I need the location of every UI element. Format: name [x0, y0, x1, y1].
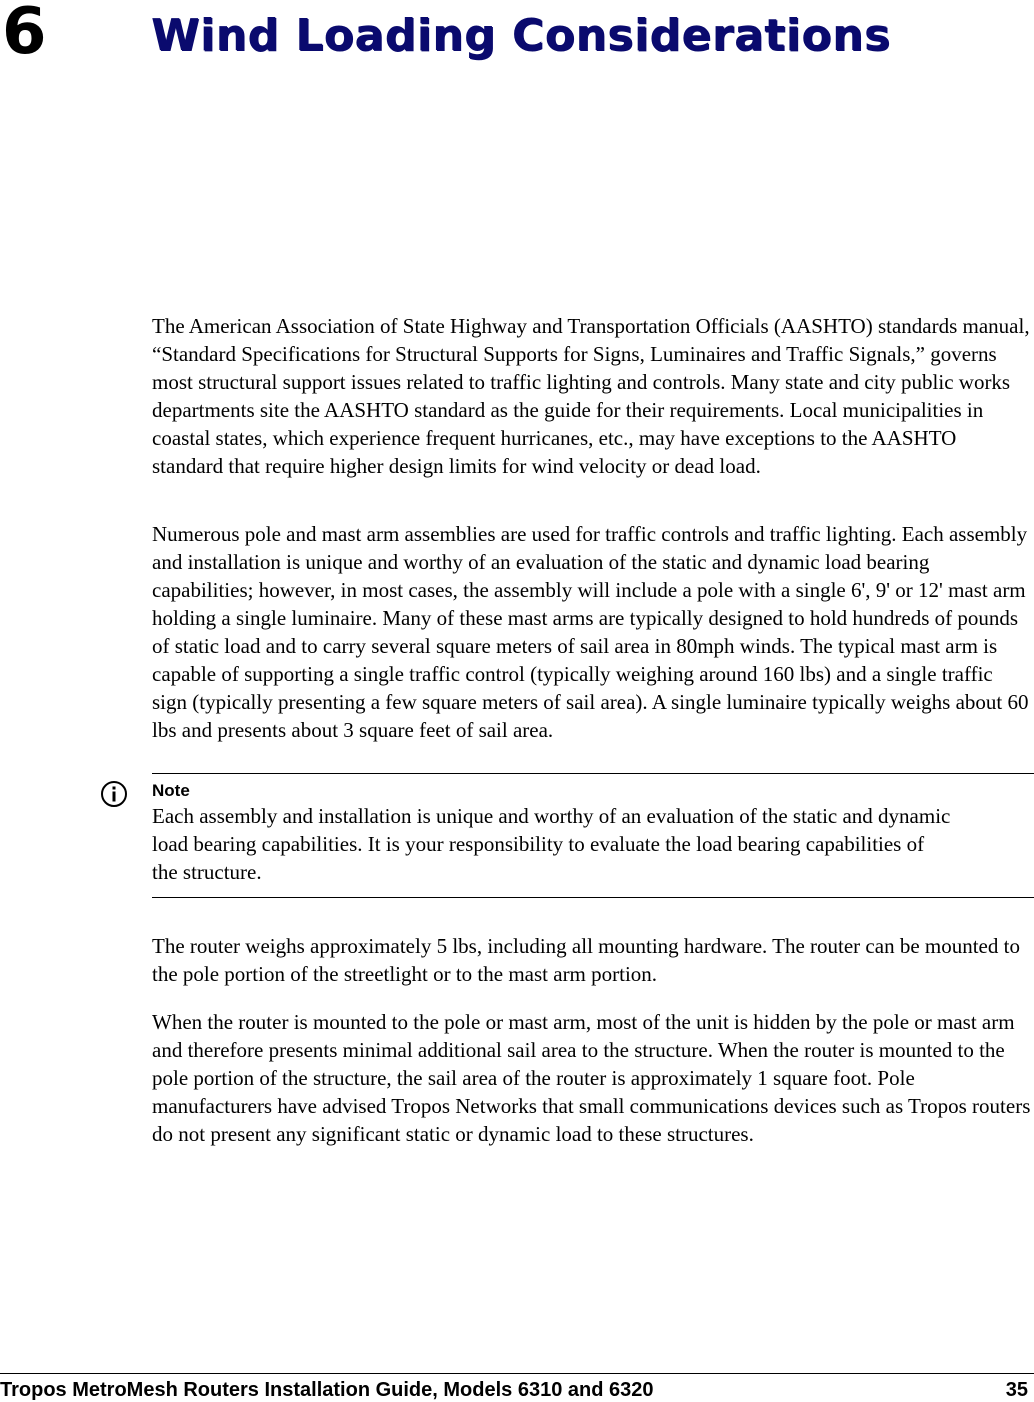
footer-title: Tropos MetroMesh Routers Installation Guide, Models 6310 and 6320 — [0, 1379, 654, 1401]
note-top-divider — [152, 773, 1034, 774]
note-text: Each assembly and installation is unique and worthy of an evaluation of the static and dynamic load bearing capabilities. It is your responsibility to evaluate the load bearing capabilities of the structure. — [152, 804, 951, 884]
chapter-title: Wind Loading Considerations — [151, 10, 891, 61]
page-number: 35 — [1005, 1379, 1028, 1401]
note-bottom-divider — [152, 897, 1034, 898]
paragraph-aashto: The American Association of State Highway and Transportation Officials (AASHTO) standards manual, “Standard Specifications for Structural Supports for Signs, Luminaires and Traffic Signals,” governs most structural support issues related to traffic lighting and controls. Many state and city public works departments site the AASHTO standard as the guide for their requirements. Local municipalities in coastal states, which experience frequent hurricanes, etc., may have exceptions to the AASHTO standard that require higher design limits for wind velocity or dead load. — [152, 314, 1030, 478]
paragraph-mast-arms: Numerous pole and mast arm assemblies are used for traffic controls and traffic lighting. Each assembly and installation is unique and worthy of an evaluation of the static and dynamic load bearing capabilities; however, in most cases, the assembly will include a pole with a single 6', 9' or 12' mast arm holding a single luminaire. Many of these mast arms are typically designed to hold hundreds of pounds of static load and to carry several square meters of sail area in 80mph winds. The typical mast arm is capable of supporting a single traffic control (typically weighing around 160 lbs) and a single traffic sign (typically presenting a few square meters of sail area). A single luminaire typically weighs about 60 lbs and presents about 3 square feet of sail area. — [152, 522, 1029, 742]
paragraph-router-weight: The router weighs approximately 5 lbs, including all mounting hardware. The router can be mounted to the pole portion of the streetlight or to the mast arm portion. — [152, 934, 1020, 986]
note-label: Note — [152, 781, 190, 800]
info-icon — [100, 780, 128, 808]
chapter-number: 6 — [2, 0, 47, 69]
footer-divider — [0, 1373, 1034, 1374]
paragraph-router-mounting: When the router is mounted to the pole or mast arm, most of the unit is hidden by the pole or mast arm and therefore presents minimal additional sail area to the structure. When the router is mounted to the pole portion of the structure, the sail area of the router is approximately 1 square foot. Pole manufacturers have advised Tropos Networks that small communications devices such as Tropos routers do not present any significant static or dynamic load to these structures. — [152, 1010, 1031, 1146]
